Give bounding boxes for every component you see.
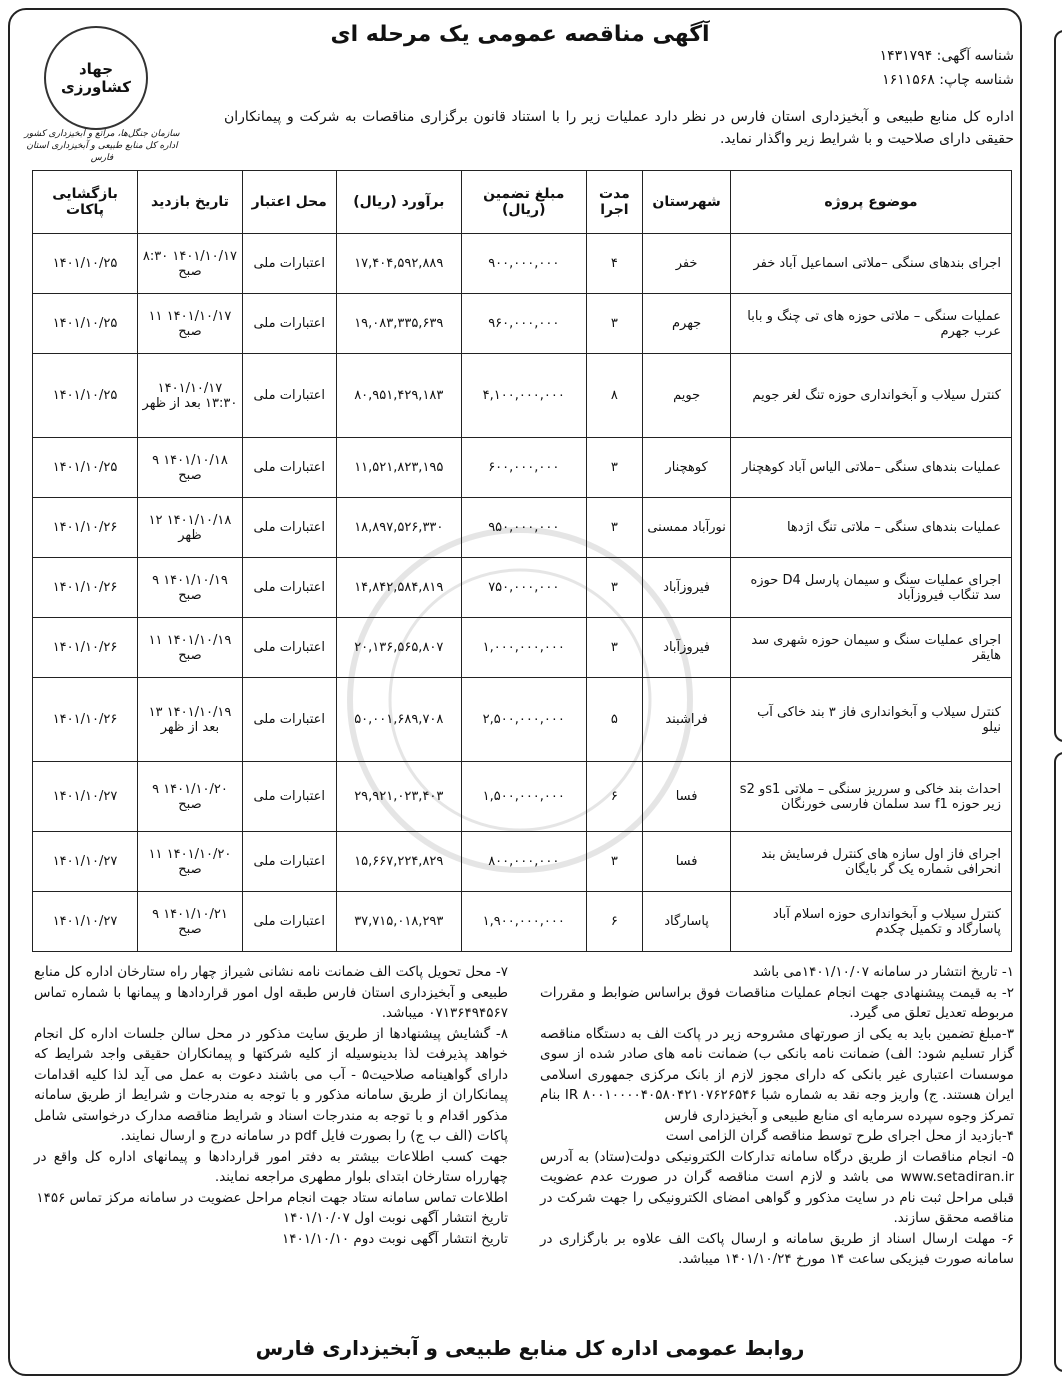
- header-subject: موضوع پروژه: [730, 171, 1011, 234]
- cell-guarantee: ۱,۵۰۰,۰۰۰,۰۰۰: [461, 762, 586, 832]
- cell-visit: ۱۴۰۱/۱۰/۲۱ ۹ صبح: [138, 892, 243, 952]
- logo-org-line1: سازمان جنگل‌ها، مراتع و آبخیزداری کشور: [24, 129, 180, 139]
- cell-guarantee: ۱,۰۰۰,۰۰۰,۰۰۰: [461, 618, 586, 678]
- cell-guarantee: ۹۶۰,۰۰۰,۰۰۰: [461, 294, 586, 354]
- footer-signature: روابط عمومی اداره کل منابع طبیعی و آبخیزداری فارس: [255, 1336, 805, 1360]
- side-frame-bottom: [1054, 752, 1062, 1372]
- cell-estimate: ۱۱,۵۲۱,۸۲۳,۱۹۵: [336, 438, 461, 498]
- cell-subject: اجرای فاز اول سازه های کنترل فرسایش بند انحرافی شماره یک گر بایگان: [730, 832, 1011, 892]
- cell-estimate: ۱۷,۴۰۴,۵۹۲,۸۸۹: [336, 234, 461, 294]
- cell-funding: اعتبارات ملی: [242, 354, 336, 438]
- logo: [22, 26, 182, 163]
- cell-subject: عملیات سنگی – ملاتی حوزه های تی چنگ و بابا عرب جهرم: [730, 294, 1011, 354]
- cell-duration: ۳: [586, 498, 643, 558]
- cell-visit: ۱۴۰۱/۱۰/۲۰ ۹ صبح: [138, 762, 243, 832]
- cell-funding: اعتبارات ملی: [242, 762, 336, 832]
- notes-right: [540, 962, 1014, 1270]
- cell-subject: اجرای عملیات سنگ و سیمان حوزه شهری سد هایقر: [730, 618, 1011, 678]
- cell-city: پاسارگاد: [643, 892, 731, 952]
- cell-subject: کنترل سیلاب و آبخوانداری حوزه تنگ لغر جویم: [730, 354, 1011, 438]
- cell-city: خفر: [643, 234, 731, 294]
- cell-duration: ۶: [586, 892, 643, 952]
- cell-guarantee: ۶۰۰,۰۰۰,۰۰۰: [461, 438, 586, 498]
- table-row: [33, 354, 1012, 438]
- side-frame-top: [1054, 30, 1062, 742]
- cell-city: فیروزآباد: [643, 558, 731, 618]
- cell-duration: ۳: [586, 438, 643, 498]
- header-duration: مدت اجرا: [586, 171, 643, 234]
- logo-top-text: جهاد: [78, 60, 114, 78]
- cell-opening: ۱۴۰۱/۱۰/۲۵: [33, 294, 138, 354]
- cell-city: فیروزآباد: [643, 618, 731, 678]
- cell-visit: ۱۴۰۱/۱۰/۱۸ ۹ صبح: [138, 438, 243, 498]
- note-4: ۴-بازدید از محل اجرای طرح توسط مناقصه گران الزامی است: [665, 1128, 1014, 1144]
- cell-funding: اعتبارات ملی: [242, 892, 336, 952]
- cell-funding: اعتبارات ملی: [242, 438, 336, 498]
- table-row: [33, 558, 1012, 618]
- notice-id: شناسه آگهی: ۱۴۳۱۷۹۴: [879, 48, 1014, 64]
- cell-duration: ۳: [586, 558, 643, 618]
- cell-opening: ۱۴۰۱/۱۰/۲۷: [33, 832, 138, 892]
- cell-duration: ۳: [586, 832, 643, 892]
- note-6: ۶- مهلت ارسال اسناد از طریق سامانه و ارسال پاکت الف علاوه بر بارگزاری در سامانه صورت فیزیکی ساعت ۱۴ مورخ ۱۴۰۱/۱۰/۲۴ میباشد.: [540, 1230, 1014, 1267]
- cell-estimate: ۱۸,۸۹۷,۵۲۶,۳۳۰: [336, 498, 461, 558]
- cell-guarantee: ۸۰۰,۰۰۰,۰۰۰: [461, 832, 586, 892]
- header-opening: بازگشایی پاکات: [33, 171, 138, 234]
- cell-city: نورآباد ممسنی: [643, 498, 731, 558]
- cell-subject: اجرای بندهای سنگی –ملاتی اسماعیل آباد خفر: [730, 234, 1011, 294]
- cell-visit: ۱۴۰۱/۱۰/۲۰ ۱۱ صبح: [138, 832, 243, 892]
- cell-opening: ۱۴۰۱/۱۰/۲۶: [33, 558, 138, 618]
- note-1: ۱- تاریخ انتشار در سامانه ۱۴۰۱/۱۰/۰۷می باشد: [752, 964, 1014, 980]
- cell-opening: ۱۴۰۱/۱۰/۲۵: [33, 234, 138, 294]
- cell-estimate: ۱۹,۰۸۳,۳۳۵,۶۳۹: [336, 294, 461, 354]
- cell-funding: اعتبارات ملی: [242, 832, 336, 892]
- cell-subject: احداث بند خاکی و سرریز سنگی – ملاتی s1و s2 زیر حوزه f1 سد سلمان فارسی خورنگان: [730, 762, 1011, 832]
- cell-duration: ۳: [586, 618, 643, 678]
- cell-estimate: ۳۷,۷۱۵,۰۱۸,۲۹۳: [336, 892, 461, 952]
- table-row: [33, 762, 1012, 832]
- cell-guarantee: ۹۵۰,۰۰۰,۰۰۰: [461, 498, 586, 558]
- table-row: [33, 498, 1012, 558]
- notes-left: [34, 962, 508, 1249]
- cell-duration: ۸: [586, 354, 643, 438]
- cell-city: کوهچنار: [643, 438, 731, 498]
- cell-estimate: ۲۹,۹۲۱,۰۲۳,۴۰۳: [336, 762, 461, 832]
- table-row: [33, 438, 1012, 498]
- cell-opening: ۱۴۰۱/۱۰/۲۶: [33, 678, 138, 762]
- cell-opening: ۱۴۰۱/۱۰/۲۷: [33, 762, 138, 832]
- cell-funding: اعتبارات ملی: [242, 498, 336, 558]
- cell-estimate: ۱۵,۶۶۷,۲۲۴,۸۲۹: [336, 832, 461, 892]
- table-row: [33, 832, 1012, 892]
- cell-duration: ۳: [586, 294, 643, 354]
- note-info: جهت کسب اطلاعات بیشتر به دفتر امور قراردادها و پیمانهای اداره کل واقع در چهارراه ستارخان ابتدای بلوار مطهری مراجعه نمایند.: [34, 1148, 508, 1185]
- cell-funding: اعتبارات ملی: [242, 294, 336, 354]
- cell-guarantee: ۱,۹۰۰,۰۰۰,۰۰۰: [461, 892, 586, 952]
- cell-visit: ۱۴۰۱/۱۰/۱۹ ۱۱ صبح: [138, 618, 243, 678]
- table-row: [33, 234, 1012, 294]
- cell-subject: کنترل سیلاب و آبخوانداری حوزه اسلام آباد پاسارگاد و تکمیل چکدم: [730, 892, 1011, 952]
- table-row: [33, 618, 1012, 678]
- cell-estimate: ۵۰,۰۰۱,۶۸۹,۷۰۸: [336, 678, 461, 762]
- cell-opening: ۱۴۰۱/۱۰/۲۶: [33, 618, 138, 678]
- cell-subject: کنترل سیلاب و آبخوانداری فاز ۳ بند خاکی آب نیلو: [730, 678, 1011, 762]
- logo-bottom-text: کشاورزی: [61, 78, 131, 96]
- notice-title: آگهی مناقصه عمومی یک مرحله ای: [330, 22, 710, 47]
- cell-subject: عملیات بندهای سنگی – ملاتی تنگ اژدها: [730, 498, 1011, 558]
- cell-city: فراشبند: [643, 678, 731, 762]
- cell-guarantee: ۲,۵۰۰,۰۰۰,۰۰۰: [461, 678, 586, 762]
- cell-subject: عملیات بندهای سنگی –ملاتی الیاس آباد کوهچنار: [730, 438, 1011, 498]
- intro-text: اداره کل منابع طبیعی و آبخیزداری استان فارس در نظر دارد عملیات زیر را با استناد قانون برگزاری مناقصات به شرکت و پیمانکاران حقیقی دارای صلاحیت و با شرایط زیر واگذار نماید.: [224, 109, 1014, 147]
- table-row: [33, 892, 1012, 952]
- header-estimate: برآورد (ریال): [336, 171, 461, 234]
- cell-visit: ۱۴۰۱/۱۰/۱۷ ۱۳:۳۰ بعد از ظهر: [138, 354, 243, 438]
- table-row: [33, 678, 1012, 762]
- note-2: ۲- به قیمت پیشنهادی جهت انجام عملیات مناقصات فوق براساس ضوابط و مقررات مربوطه تعدیل تعلق می گیرد.: [540, 984, 1014, 1021]
- cell-city: جویم: [643, 354, 731, 438]
- cell-guarantee: ۴,۱۰۰,۰۰۰,۰۰۰: [461, 354, 586, 438]
- note-3: ۳-مبلغ تضمین باید به یکی از صورتهای مشروحه زیر در پاکت الف به دستگاه مناقصه گزار تسلیم شود: الف) ضمانت نامه بانکی ب) ضمانت نامه های صادر شده از سوی موسسات اعتباری غیر بانکی که دارای مجوز لازم از بانک مرکزی جمهوری اسلامی ایران هستند. ج) واریز وجه نقد به شماره شبا IR ۸۰۰۱۰۰۰۰۴۰۵۸۰۴۲۱۰۷۶۲۶۵۴۶ بنام تمرکز وجوه سپرده سرمایه ای منابع طبیعی و آبخیزداری فارس: [540, 1025, 1014, 1124]
- note-7: ۷- محل تحویل پاکت الف ضمانت نامه نشانی شیراز چهار راه ستارخان اداره کل منابع طبیعی و آبخیزداری استان فارس طبقه اول امور قراردادها و پیمانها با شماره تماس ۰۷۱۳۶۴۹۴۵۶۷ میباشد.: [34, 964, 508, 1021]
- cell-funding: اعتبارات ملی: [242, 234, 336, 294]
- tender-table: [32, 170, 1012, 952]
- header-guarantee: مبلغ تضمین (ریال): [461, 171, 586, 234]
- cell-opening: ۱۴۰۱/۱۰/۲۶: [33, 498, 138, 558]
- cell-funding: اعتبارات ملی: [242, 618, 336, 678]
- cell-estimate: ۱۴,۸۴۲,۵۸۴,۸۱۹: [336, 558, 461, 618]
- note-pub-second: تاریخ انتشار آگهی نوبت دوم ۱۴۰۱/۱۰/۱۰: [282, 1230, 508, 1247]
- note-8: ۸- گشایش پیشنهادها از طریق سایت مذکور در محل سالن جلسات اداره کل انجام خواهد پذیرفت لذا بدینوسیله از کلیه شرکتها و پیمانکاران حقیقی واجد شرایط که دارای گواهینامه صلاحیت۵ - آب می باشند دعوت به عمل می آید لذا کلیه اقدامات پیمانکاران از طریق سامانه مذکور و با توجه به مندرجات و شرایط از طریق سامانه مذکور اقدام و با توجه به مندرجات اسناد و شرایط مناقصه مدارک درخواستی شامل پاکات (الف ب ج) را بصورت فایل pdf در سامانه درج و ارسال نمایند.: [34, 1025, 508, 1144]
- cell-city: فسا: [643, 832, 731, 892]
- note-5: ۵- انجام مناقصات از طریق درگاه سامانه تدارکات الکترونیکی دولت(ستاد) به آدرس www.setadiran.ir می باشد و لازم است مناقصه گران در صورت عدم عضویت قبلی مراحل ثبت نام در سایت مذکور و گواهی امضای الکترونیکی را جهت شرکت در مناقصه محقق سازند.: [540, 1148, 1014, 1226]
- cell-visit: ۱۴۰۱/۱۰/۱۹ ۱۳ بعد از ظهر: [138, 678, 243, 762]
- cell-funding: اعتبارات ملی: [242, 558, 336, 618]
- cell-guarantee: ۹۰۰,۰۰۰,۰۰۰: [461, 234, 586, 294]
- cell-guarantee: ۷۵۰,۰۰۰,۰۰۰: [461, 558, 586, 618]
- cell-estimate: ۸۰,۹۵۱,۴۲۹,۱۸۳: [336, 354, 461, 438]
- cell-estimate: ۲۰,۱۳۶,۵۶۵,۸۰۷: [336, 618, 461, 678]
- cell-visit: ۱۴۰۱/۱۰/۱۷ ۸:۳۰ صبح: [138, 234, 243, 294]
- logo-org: [22, 128, 182, 164]
- cell-opening: ۱۴۰۱/۱۰/۲۵: [33, 438, 138, 498]
- note-pub-first: تاریخ انتشار آگهی نوبت اول ۱۴۰۱/۱۰/۰۷: [282, 1210, 508, 1226]
- print-id: شناسه چاپ: ۱۶۱۱۵۶۸: [882, 72, 1014, 88]
- cell-city: جهرم: [643, 294, 731, 354]
- cell-opening: ۱۴۰۱/۱۰/۲۵: [33, 354, 138, 438]
- note-contact: اطلاعات تماس سامانه ستاد جهت انجام مراحل عضویت در سامانه مرکز تماس ۱۴۵۶: [36, 1189, 508, 1206]
- cell-duration: ۵: [586, 678, 643, 762]
- header-city: شهرستان: [643, 171, 731, 234]
- cell-opening: ۱۴۰۱/۱۰/۲۷: [33, 892, 138, 952]
- cell-funding: اعتبارات ملی: [242, 678, 336, 762]
- header-funding: محل اعتبار: [242, 171, 336, 234]
- cell-subject: اجرای عملیات سنگ و سیمان پارسل D4 حوزه سد تنگاب فیروزآباد: [730, 558, 1011, 618]
- cell-city: فسا: [643, 762, 731, 832]
- cell-visit: ۱۴۰۱/۱۰/۱۹ ۹ صبح: [138, 558, 243, 618]
- table-row: [33, 294, 1012, 354]
- header-visit: تاریخ بازدید: [138, 171, 243, 234]
- jahad-emblem-icon: [44, 26, 148, 130]
- cell-duration: ۴: [586, 234, 643, 294]
- cell-duration: ۶: [586, 762, 643, 832]
- table-header-row: [33, 171, 1012, 234]
- cell-visit: ۱۴۰۱/۱۰/۱۷ ۱۱ صبح: [138, 294, 243, 354]
- cell-visit: ۱۴۰۱/۱۰/۱۸ ۱۲ ظهر: [138, 498, 243, 558]
- logo-org-line2: اداره کل منابع طبیعی و آبخیزداری استان فارس: [26, 141, 178, 163]
